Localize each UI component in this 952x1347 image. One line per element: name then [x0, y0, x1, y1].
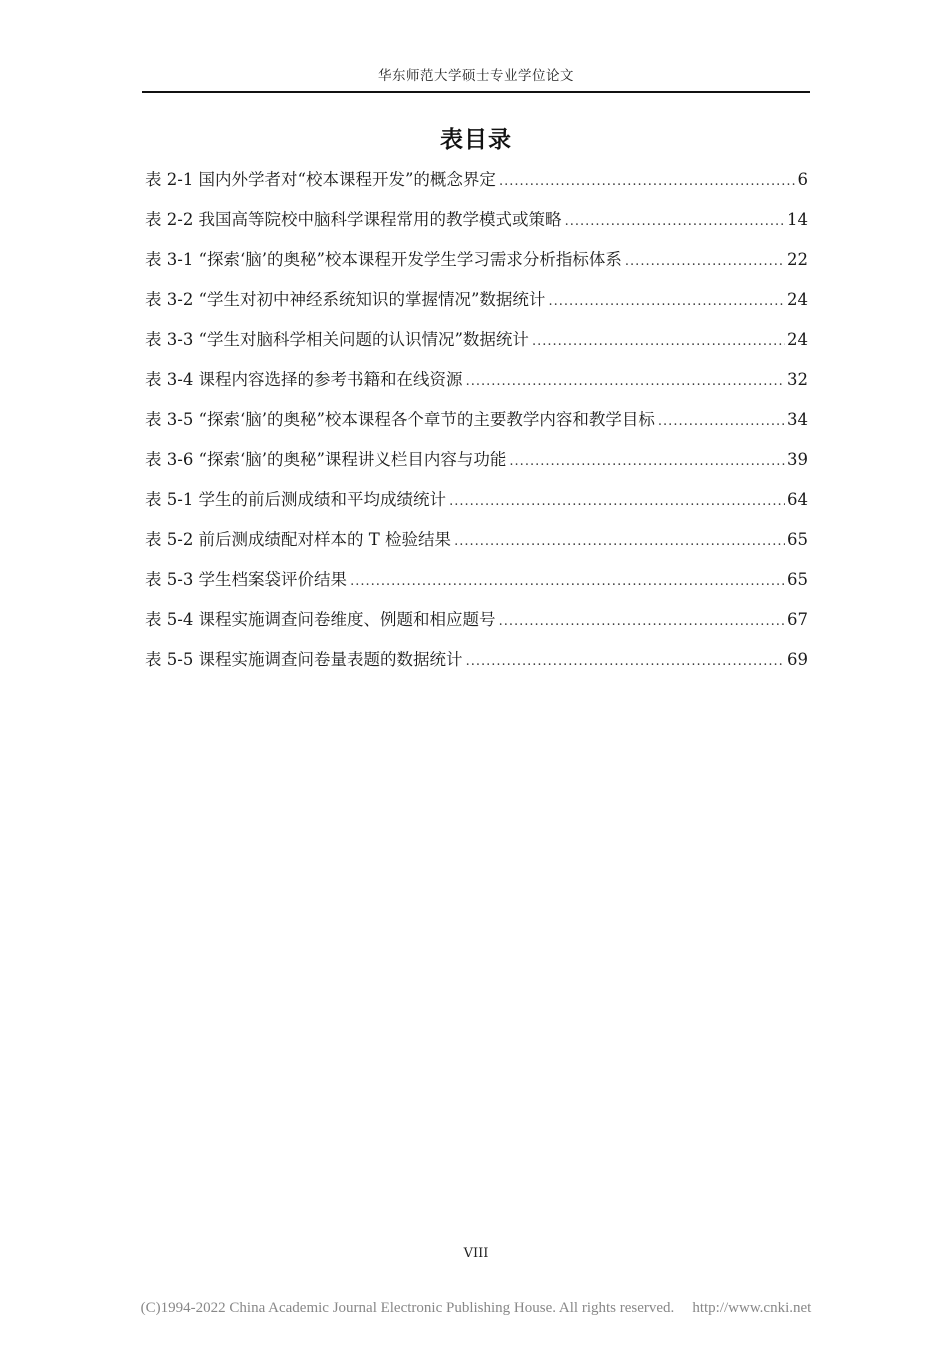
dot-leader — [565, 202, 785, 242]
toc-entry-page: 64 — [787, 490, 808, 509]
toc-entry[interactable] — [145, 160, 808, 200]
toc-entry-page: 67 — [787, 610, 808, 629]
toc-entry[interactable] — [145, 360, 808, 400]
toc-entry-page: 6 — [797, 170, 808, 189]
toc-list — [145, 160, 808, 680]
dot-leader — [350, 562, 785, 602]
dot-leader — [548, 282, 785, 322]
toc-entry[interactable] — [145, 200, 808, 240]
dot-leader — [454, 522, 785, 562]
toc-entry-page: 14 — [787, 210, 808, 229]
toc-entry-label: 表 3-6 “探索‘脑’的奥秘”课程讲义栏目内容与功能 — [145, 450, 507, 469]
copyright-text: (C)1994-2022 China Academic Journal Electronic Publishing House. All rights reserved. — [140, 1300, 675, 1316]
toc-entry-page: 24 — [787, 330, 808, 349]
toc-entry[interactable] — [145, 320, 808, 360]
toc-entry-page: 24 — [787, 290, 808, 309]
toc-entry-label: 表 3-5 “探索‘脑’的奥秘”校本课程各个章节的主要教学内容和教学目标 — [145, 410, 655, 429]
toc-entry-page: 65 — [787, 570, 808, 589]
toc-entry-label: 表 3-2 “学生对初中神经系统知识的掌握情况”数据统计 — [145, 290, 546, 309]
toc-entry-label: 表 5-3 学生档案袋评价结果 — [145, 570, 348, 589]
dot-leader — [658, 402, 785, 442]
toc-entry[interactable] — [145, 560, 808, 600]
toc-entry-page: 22 — [787, 250, 808, 269]
toc-entry-label: 表 2-2 我国高等院校中脑科学课程常用的教学模式或策略 — [145, 210, 562, 229]
dot-leader — [532, 322, 785, 362]
dot-leader — [499, 602, 785, 642]
toc-entry-page: 32 — [787, 370, 808, 389]
toc-entry-label: 表 5-5 课程实施调查问卷量表题的数据统计 — [145, 650, 463, 669]
toc-entry[interactable] — [145, 400, 808, 440]
toc-entry-label: 表 5-1 学生的前后测成绩和平均成绩统计 — [145, 490, 447, 509]
toc-entry-label: 表 2-1 国内外学者对“校本课程开发”的概念界定 — [145, 170, 496, 189]
toc-entry-label: 表 5-4 课程实施调查问卷维度、例题和相应题号 — [145, 610, 496, 629]
toc-entry-label: 表 3-1 “探索‘脑’的奥秘”校本课程开发学生学习需求分析指标体系 — [145, 250, 622, 269]
toc-entry[interactable] — [145, 440, 808, 480]
page-number: VIII — [463, 1246, 489, 1261]
dot-leader — [499, 162, 796, 202]
toc-entry-label: 表 5-2 前后测成绩配对样本的 T 检验结果 — [145, 530, 452, 549]
toc-entry-page: 65 — [787, 530, 808, 549]
dot-leader — [509, 442, 785, 482]
dot-leader — [466, 642, 785, 682]
toc-entry-label: 表 3-3 “学生对脑科学相关问题的认识情况”数据统计 — [145, 330, 529, 349]
dot-leader — [625, 242, 785, 282]
cnki-link[interactable]: http://www.cnki.net — [692, 1300, 812, 1316]
running-header: 华东师范大学硕士专业学位论文 — [378, 68, 574, 84]
toc-entry-page: 69 — [787, 650, 808, 669]
toc-entry[interactable] — [145, 280, 808, 320]
toc-entry[interactable] — [145, 520, 808, 560]
dot-leader — [449, 482, 785, 522]
toc-entry[interactable] — [145, 640, 808, 680]
toc-title: 表目录 — [440, 127, 512, 153]
toc-entry[interactable] — [145, 480, 808, 520]
toc-entry[interactable] — [145, 600, 808, 640]
toc-entry-label: 表 3-4 课程内容选择的参考书籍和在线资源 — [145, 370, 463, 389]
header-rule — [142, 91, 810, 93]
toc-entry-page: 39 — [787, 450, 808, 469]
toc-entry[interactable] — [145, 240, 808, 280]
copyright-footer — [0, 1300, 952, 1317]
dot-leader — [466, 362, 785, 402]
toc-entry-page: 34 — [787, 410, 808, 429]
